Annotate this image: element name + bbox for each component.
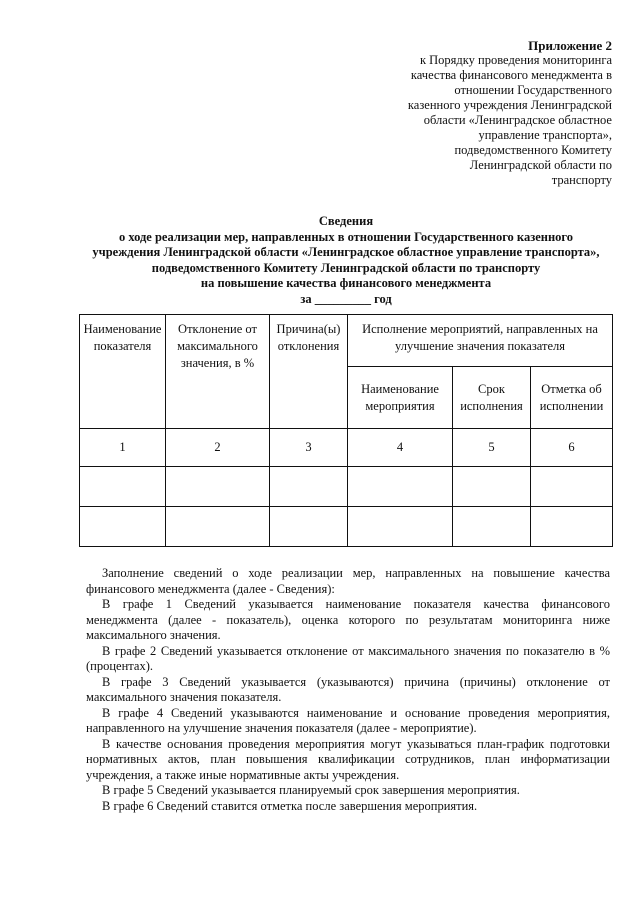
appendix-line: к Порядку проведения мониторинга [419,53,612,67]
empty-cell [348,467,453,507]
appendix-line: подведомственного Комитету [454,143,612,157]
column-number: 4 [348,429,453,467]
table-row [80,467,613,507]
empty-cell [348,507,453,547]
report-title-line: учреждения Ленинградской области «Ленинградское областное управление транспорта», [92,245,600,259]
empty-cell [453,467,531,507]
report-title-line: на повышение качества финансового менеджмента [200,276,492,290]
header-completion-mark: Отметка об исполнении [531,367,613,429]
appendix-line: казенного учреждения Ленинградской [407,98,612,112]
appendix-line: качества финансового менеджмента в [410,68,612,82]
appendix-line: отношении Государственного [454,83,612,97]
report-title-line: Сведения [318,214,374,228]
instruction-paragraph: В графе 2 Сведений указывается отклонение от максимального значения по показателю в % (процентах). [86,643,610,673]
report-title-line: о ходе реализации мер, направленных в отношении Государственного казенного [118,229,574,244]
header-reason: Причина(ы) отклонения [270,315,348,429]
table-row [80,507,613,547]
report-title-line: подведомственного Комитету Ленинградской области по транспорту [151,260,541,275]
header-deviation: Отклонение от максимального значения, в % [166,315,270,429]
column-number: 6 [531,429,613,467]
header-indicator-name: Наименование показателя [80,315,166,429]
header-measures-group: Исполнение мероприятий, направленных на улучшение значения показателя [348,315,613,367]
empty-cell [80,507,166,547]
report-period-line: за _________ год [300,291,392,306]
instructions [86,566,610,814]
appendix-block [372,38,612,188]
instruction-paragraph: В графе 3 Сведений указывается (указываются) причина (причины) отклонение от максимального значения показателя. [86,674,610,704]
appendix-line: Ленинградской области по [469,158,612,172]
empty-cell [80,467,166,507]
column-number: 5 [453,429,531,467]
instruction-paragraph: В графе 4 Сведений указываются наименование и основание проведения мероприятия, направленного на улучшение значения показателя (далее - мероприятие). [86,705,610,735]
appendix-line: транспорту [551,173,612,187]
column-number: 1 [80,429,166,467]
appendix-line: управление транспорта», [478,128,612,142]
empty-cell [270,507,348,547]
report-title [60,214,632,307]
instruction-paragraph: В графе 5 Сведений указывается планируемый срок завершения мероприятия. [102,783,520,797]
appendix-line: области «Ленинградское областное [423,113,612,127]
column-number: 2 [166,429,270,467]
instruction-paragraph: Заполнение сведений о ходе реализации мер, направленных на повышение качества финансового менеджмента (далее - Сведения): [86,566,610,596]
column-number: 3 [270,429,348,467]
header-measure-name: Наименование мероприятия [348,367,453,429]
empty-cell [531,467,613,507]
instruction-paragraph: В качестве основания проведения мероприятия могут указываться план-график подготовки нормативных актов, план повышения квалификации сотрудников, план информатизации учреждения, а также иные нормативные акты учреждения. [86,736,610,782]
empty-cell [270,467,348,507]
header-deadline: Срок исполнения [453,367,531,429]
instruction-paragraph: В графе 6 Сведений ставится отметка после завершения мероприятия. [102,798,478,813]
empty-cell [166,467,270,507]
empty-cell [453,507,531,547]
report-table [79,314,613,547]
instruction-paragraph: В графе 1 Сведений указывается наименование показателя качества финансового менеджмента (далее - показатель), оценка которого по результатам мониторинга ниже максимального значения. [86,597,610,642]
appendix-title: Приложение 2 [528,38,612,53]
empty-cell [166,507,270,547]
empty-cell [531,507,613,547]
